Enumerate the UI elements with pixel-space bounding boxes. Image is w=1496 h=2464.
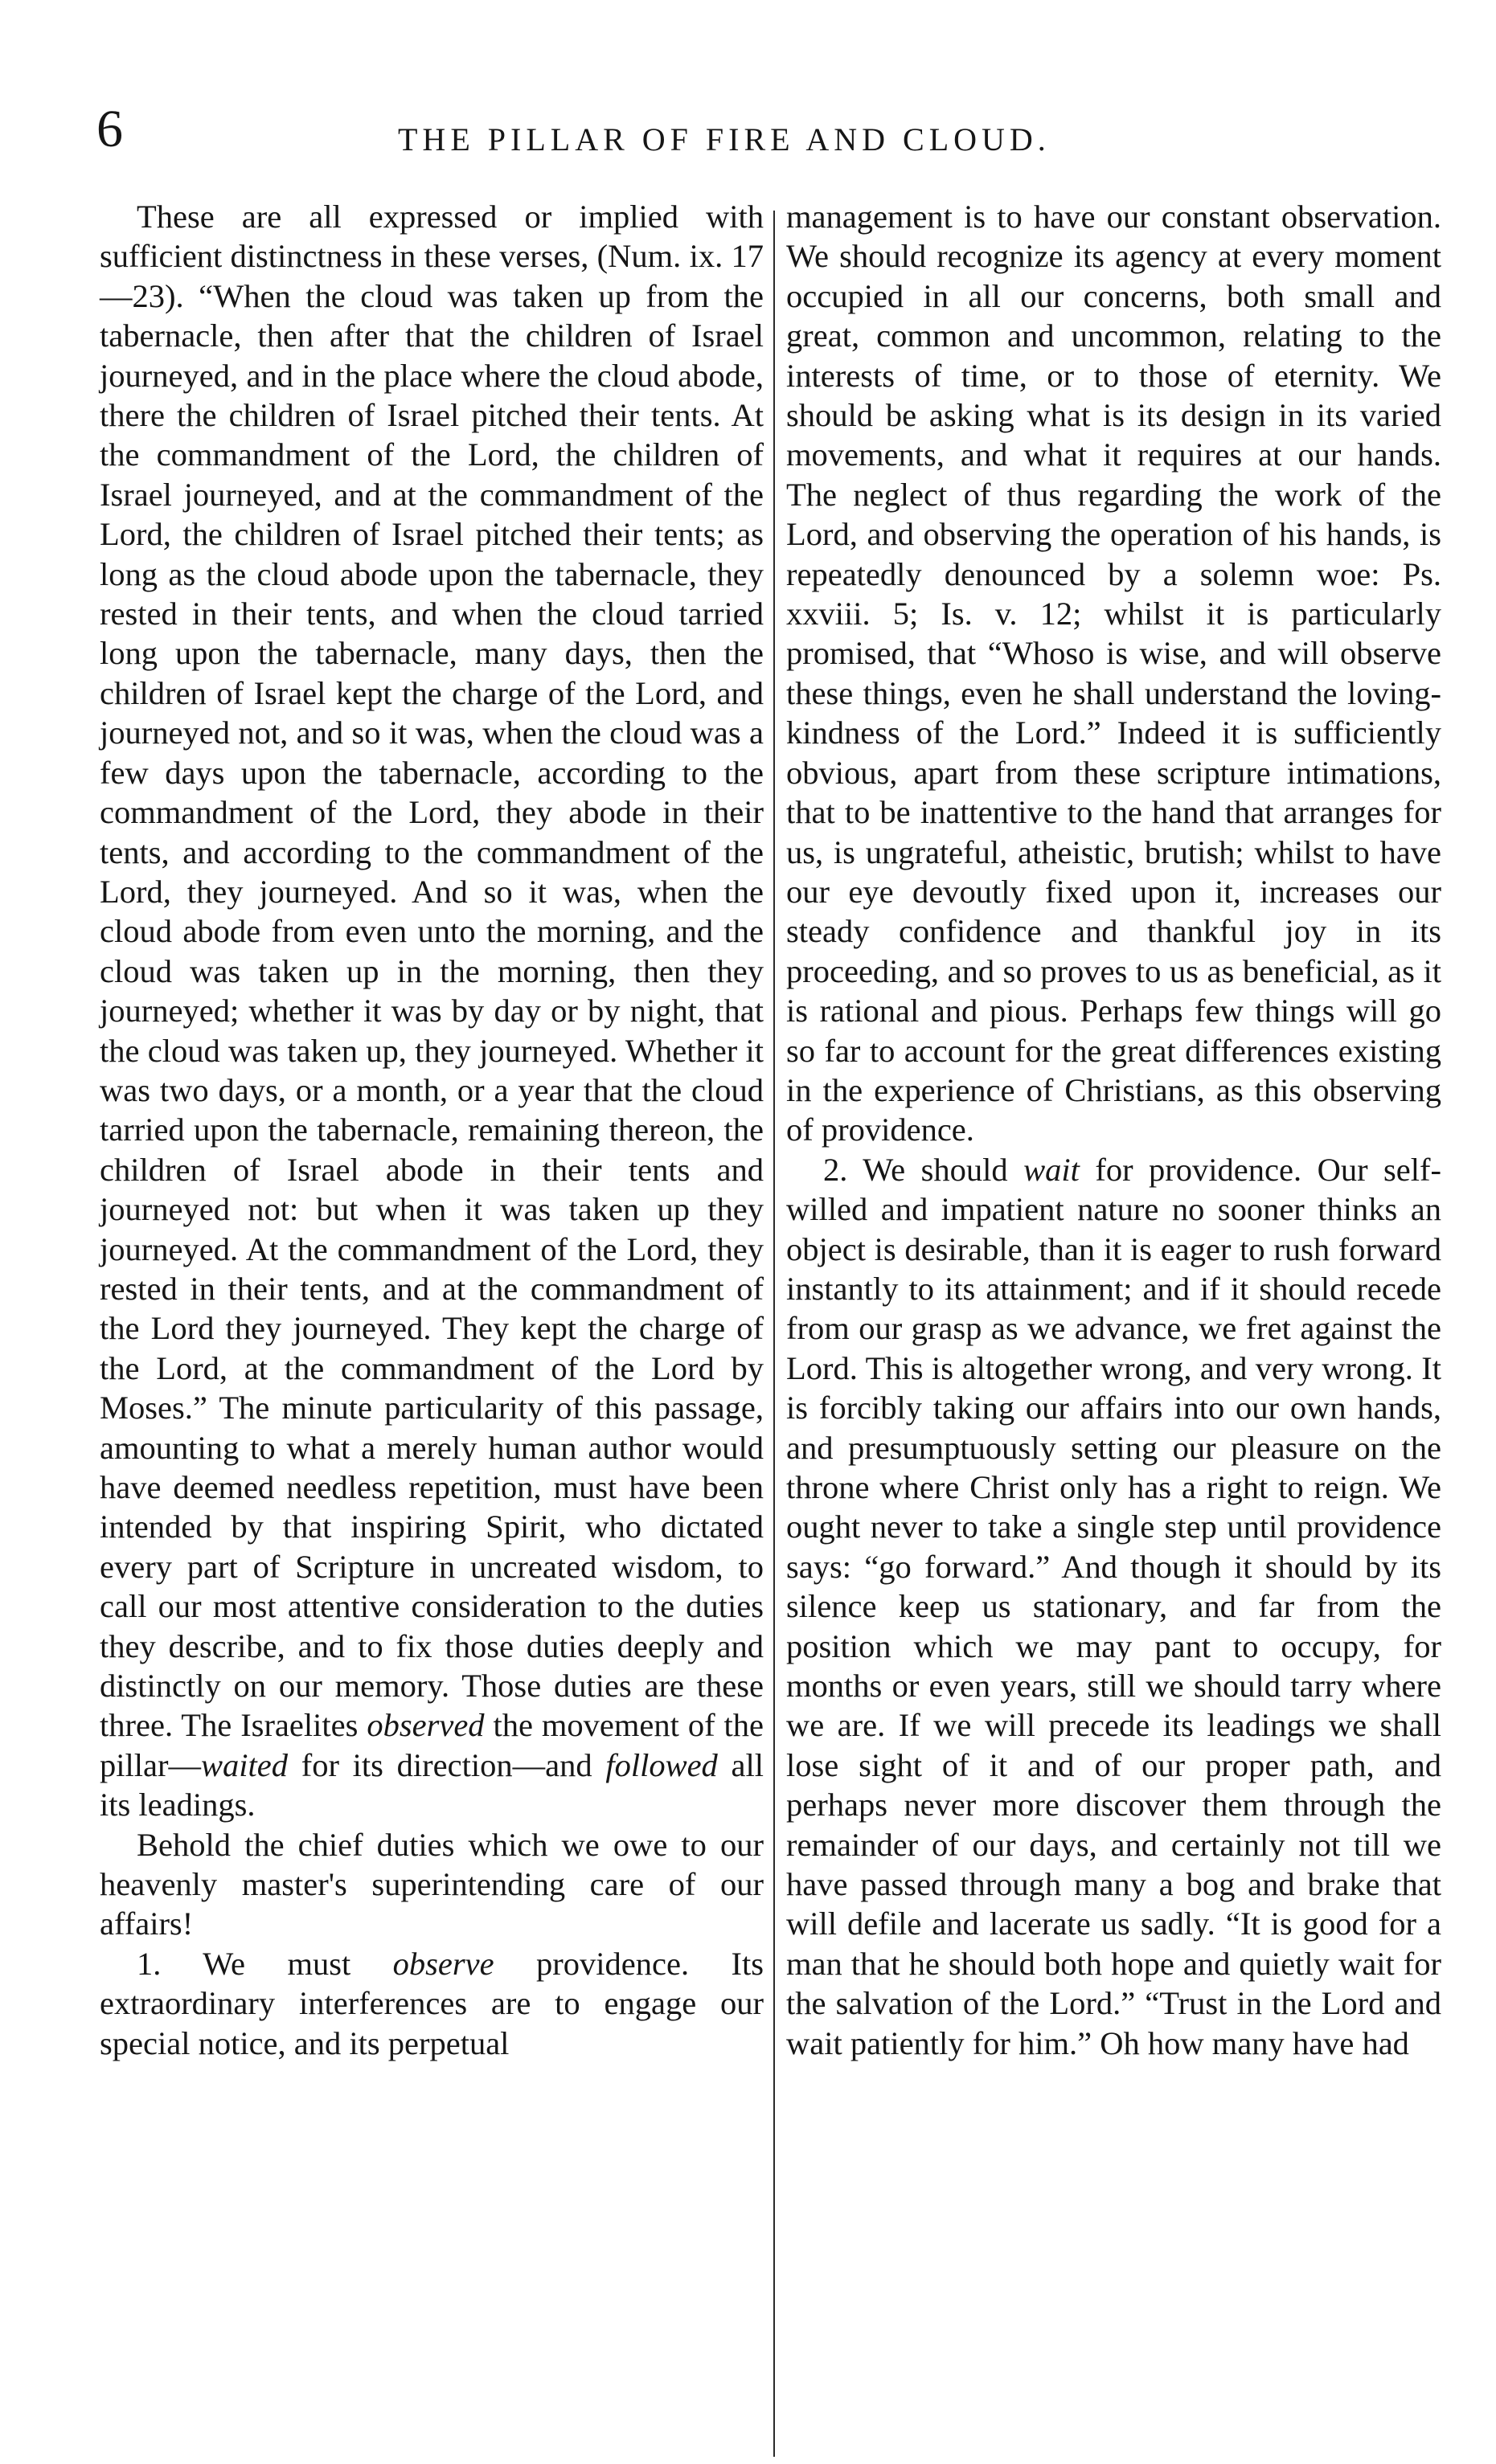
paragraph-observe-providence bbox=[100, 1944, 764, 2063]
paragraph-text: all its leadings. bbox=[100, 1746, 764, 1823]
running-title: THE PILLAR OF FIRE AND CLOUD. bbox=[398, 121, 1051, 158]
column-divider bbox=[773, 211, 775, 2457]
emphasis-observed: observed bbox=[367, 1707, 485, 1744]
paragraph-text: the movement of the pillar— bbox=[100, 1707, 764, 1783]
paragraph-wait-providence bbox=[786, 1150, 1441, 2063]
paragraph-text: These are all expressed or implied with sufficient distinctness in these verses, (Num. ix. 17—23). “When the cloud was taken up from the tabernacle, then after that the children of Israel journeyed, and in the place where the cloud abode, there the children of Israel pitched their tents. At the commandment of the Lord, the children of Israel journeyed, and at the commandment of the Lord, the children of Israel pitched their tents; as long as the cloud abode upon the tabernacle, they rested in their tents, and when the cloud tarried long upon the tabernacle, many days, then the children of Israel kept the charge of the Lord, and journeyed not, and so it was, when the cloud was a few days upon the tabernacle, according to the commandment of the Lord, they abode in their tents, and according to the commandment of the Lord, they journeyed. And so it was, when the cloud abode from even unto the morning, and the cloud was taken up in the morning, then they journeyed; whether it was by day or by night, that the cloud was taken up, they journeyed. Whether it was two days, or a month, or a year that the cloud tarried upon the tabernacle, remaining thereon, the children of Israel abode in their tents and journeyed not: but when it was taken up they journeyed. At the commandment of the Lord, they rested in their tents, and at the commandment of the Lord they journeyed. They kept the charge of the Lord, at the commandment of the Lord by Moses.” The minute particularity of this passage, amounting to what a merely human author would have deemed needless repetition, must have been intended by that inspiring Spirit, who dictated every part of Scripture in uncreated wisdom, to call our most attentive consideration to the duties they describe, and to fix those duties deeply and distinctly on our memory. Those duties are these three. The Israelites bbox=[100, 199, 764, 1744]
page-number: 6 bbox=[96, 100, 123, 158]
paragraph-text: for providence. Our self-willed and impatient nature no sooner thinks an object is desirable, than it is eager to rush forward instantly to its attainment; and if it should recede from our grasp as we advance, we fret against the Lord. This is altogether wrong, and very wrong. It is forcibly taking our affairs into our own hands, and presumptuously setting our pleasure on the throne where Christ only has a right to reign. We ought never to take a single step until providence says: “go forward.” And though it should by its silence keep us stationary, and far from the position which we may pant to occupy, for months or even years, still we should tarry where we are. If we will precede its leadings we shall lose sight of it and of our proper path, and perhaps never more discover them through the remainder of our days, and certainly not till we have passed through many a bog and brake that will defile and lacerate us sadly. “It is good for a man that he should both hope and quietly wait for the salvation of the Lord.” “Trust in the Lord and wait patiently for him.” Oh how many have had bbox=[786, 1151, 1442, 2061]
paragraph-text: 2. We should bbox=[823, 1151, 1008, 1188]
paragraph-text: for its direction—and bbox=[301, 1746, 592, 1783]
right-column bbox=[786, 197, 1441, 2063]
left-column bbox=[100, 197, 764, 2063]
emphasis-wait: wait bbox=[1023, 1151, 1080, 1188]
paragraph-numbers-passage bbox=[100, 197, 764, 1825]
emphasis-followed: followed bbox=[605, 1746, 718, 1783]
paragraph-continuation: management is to have our constant observation. We should recognize its agency at every moment occupied in all our concerns, both small and great, common and uncommon, relating to the interests of time, or to those of eternity. We should be asking what is its design in its varied movements, and what it requires at our hands. The neglect of thus regarding the work of the Lord, and observing the operation of his hands, is repeatedly denounced by a solemn woe: Ps. xxviii. 5; Is. v. 12; whilst it is particularly promised, that “Whoso is wise, and will observe these things, even he shall understand the loving-kindness of the Lord.” Indeed it is sufficiently obvious, apart from these scripture intimations, that to be inattentive to the hand that arranges for us, is ungrateful, atheistic, brutish; whilst to have our eye devoutly fixed upon it, increases our steady confidence and thankful joy in its proceeding, and so proves to us as beneficial, as it is rational and pious. Perhaps few things will go so far to account for the great differences existing in the experience of Christians, as this observing of providence. bbox=[786, 199, 1441, 1148]
paragraph-text: providence. Its extraordinary interferences are to engage our special notice, and its perpetual bbox=[100, 1945, 764, 2061]
emphasis-observe: observe bbox=[392, 1945, 494, 1982]
paragraph-text: 1. We must bbox=[137, 1945, 351, 1982]
paragraph-chief-duties: Behold the chief duties which we owe to our heavenly master's superintending care of our affairs! bbox=[100, 1826, 764, 1942]
emphasis-waited: waited bbox=[200, 1746, 288, 1783]
